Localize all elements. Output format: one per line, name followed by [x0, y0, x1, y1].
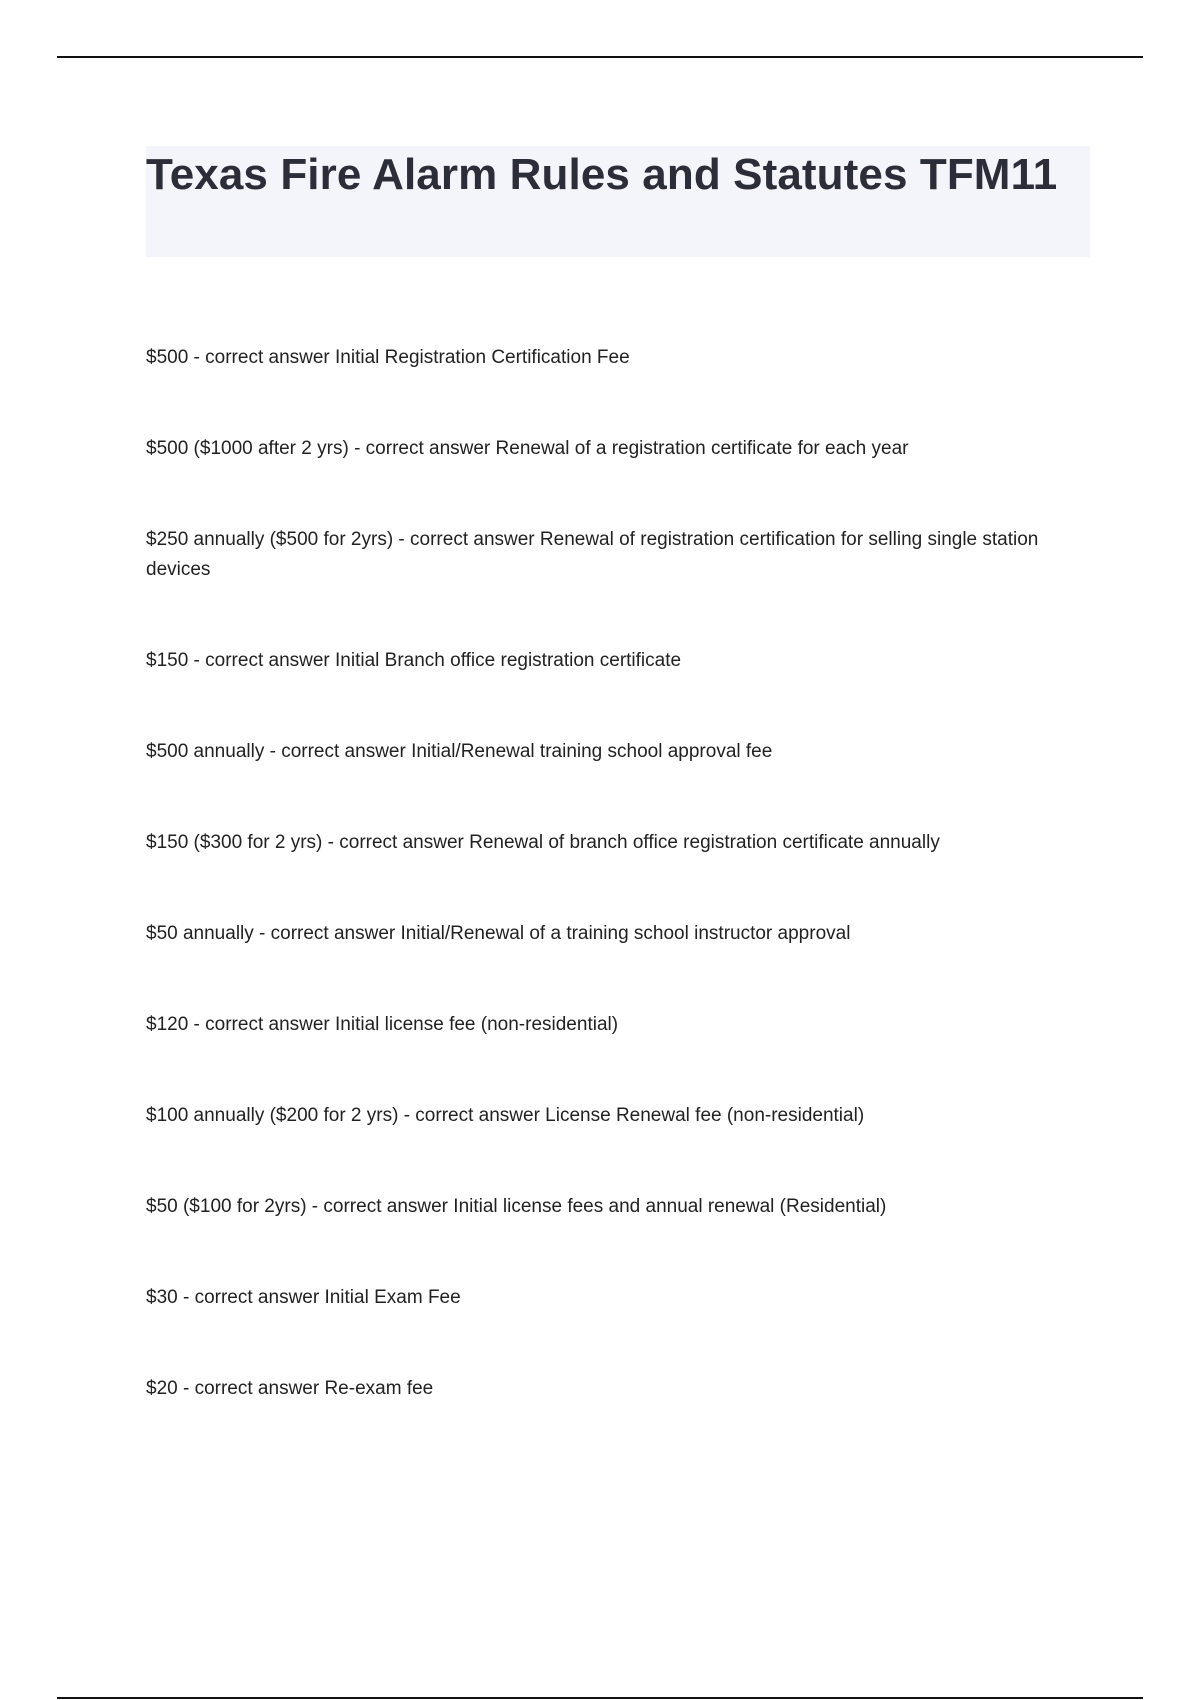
qa-entry-10: $50 ($100 for 2yrs) - correct answer Initial license fees and annual renewal (Residential): [146, 1196, 887, 1217]
qa-entry-8: $120 - correct answer Initial license fee (non-residential): [146, 1014, 619, 1035]
page-title: Texas Fire Alarm Rules and Statutes TFM11: [146, 150, 1058, 199]
qa-entry-2: $500 ($1000 after 2 yrs) - correct answer Renewal of a registration certificate for each year: [146, 438, 909, 459]
qa-entry-12: $20 - correct answer Re-exam fee: [146, 1378, 434, 1399]
qa-entry-3: $250 annually ($500 for 2yrs) - correct answer Renewal of registration certification for selling single station devices: [146, 529, 1039, 580]
top-rule: [57, 56, 1143, 58]
qa-entry-1: $500 - correct answer Initial Registration Certification Fee: [146, 347, 630, 368]
qa-entry-11: $30 - correct answer Initial Exam Fee: [146, 1287, 461, 1308]
bottom-rule: [57, 1697, 1143, 1699]
qa-entry-9: $100 annually ($200 for 2 yrs) - correct answer License Renewal fee (non-residential): [146, 1105, 865, 1126]
qa-list: [146, 343, 1066, 1465]
qa-entry-6: $150 ($300 for 2 yrs) - correct answer Renewal of branch office registration certificate annually: [146, 832, 940, 853]
qa-entry-4: $150 - correct answer Initial Branch office registration certificate: [146, 650, 682, 671]
qa-entry-5: $500 annually - correct answer Initial/Renewal training school approval fee: [146, 741, 773, 762]
title-banner: [146, 146, 1090, 257]
qa-entry-7: $50 annually - correct answer Initial/Renewal of a training school instructor approval: [146, 923, 851, 944]
